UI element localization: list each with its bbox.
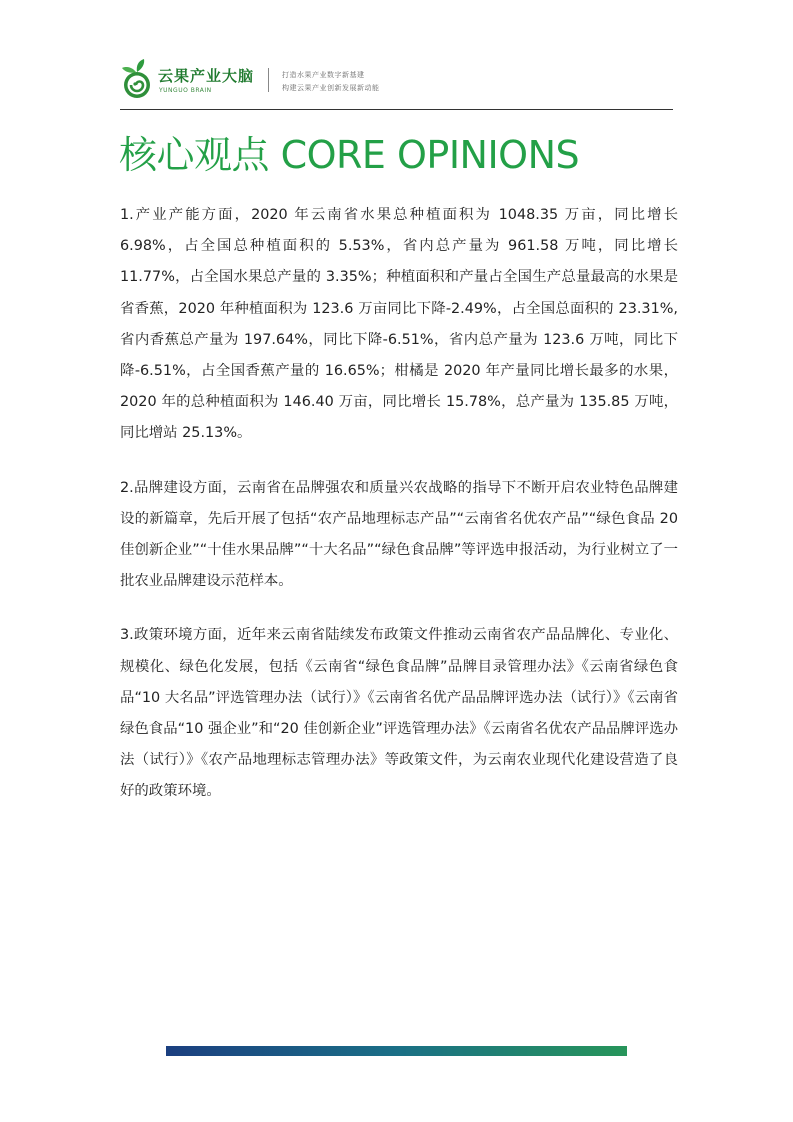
opinion-paragraph-policy-environment: 3.政策环境方面，近年来云南省陆续发布政策文件推动云南省农产品品牌化、专业化、规模化、绿色化发展，包括《云南省“绿色食品牌”品牌目录管理办法》《云南省绿色食品“10 大名品”评选管理办法（试行）》《云南省名优产品品牌评选办法（试行）》《云南省绿色食品“10 强企业”和“20 佳创新企业”评选管理办法》《云南省名优农产品品牌评选办法（试行）》《农产品地理标志管理办法》等政策文件，为云南农业现代化建设营造了良好的政策环境。 [120, 627, 678, 800]
opinions-content [120, 200, 678, 831]
header-rule [120, 109, 673, 110]
brand-name-english: YUNGUO BRAIN [159, 87, 212, 94]
page-header [120, 58, 673, 106]
brand-name: 云果产业大脑 [158, 67, 255, 85]
opinion-paragraph-industry-capacity: 1.产业产能方面，2020 年云南省水果总种植面积为 1048.35 万亩，同比增长 6.98%，占全国总种植面积的 5.53%，省内总产量为 961.58 万吨，同比增长 11.77%，占全国水果总产量的 3.35%；种植面积和产量占全国生产总量最高的水果是省香蕉，2020 年种植面积为 123.6 万亩同比下降-2.49%，占全国总面积的 23.31%,省内香蕉总产量为 197.64%，同比下降-6.51%，省内总产量为 123.6 万吨，同比下降-6.51%，占全国香蕉产量的 16.65%；柑橘是 2020 年产量同比增长最多的水果，2020 年的总种植面积为 146.40 万亩，同比增长 15.78%，总产量为 135.85 万吨，同比增站 25.13%。 [120, 207, 678, 442]
slogan-line-2: 构建云果产业创新发展新动能 [282, 84, 380, 92]
footer-gradient-bar [166, 1046, 627, 1056]
slogan-line-1: 打造水果产业数字新基建 [282, 71, 365, 79]
opinion-paragraph-brand-building: 2.品牌建设方面，云南省在品牌强农和质量兴农战略的指导下不断开启农业特色品牌建设的新篇章，先后开展了包括“农产品地理标志产品”“云南省名优农产品”“绿色食品 20 佳创新企业”“十佳水果品牌”“十大名品”“绿色食品牌”等评选申报活动，为行业树立了一批农业品牌建设示范样本。 [120, 479, 678, 590]
fruit-leaf-logo-icon [120, 58, 154, 100]
page-title: 核心观点 CORE OPINIONS [119, 133, 580, 177]
header-divider [268, 68, 269, 92]
